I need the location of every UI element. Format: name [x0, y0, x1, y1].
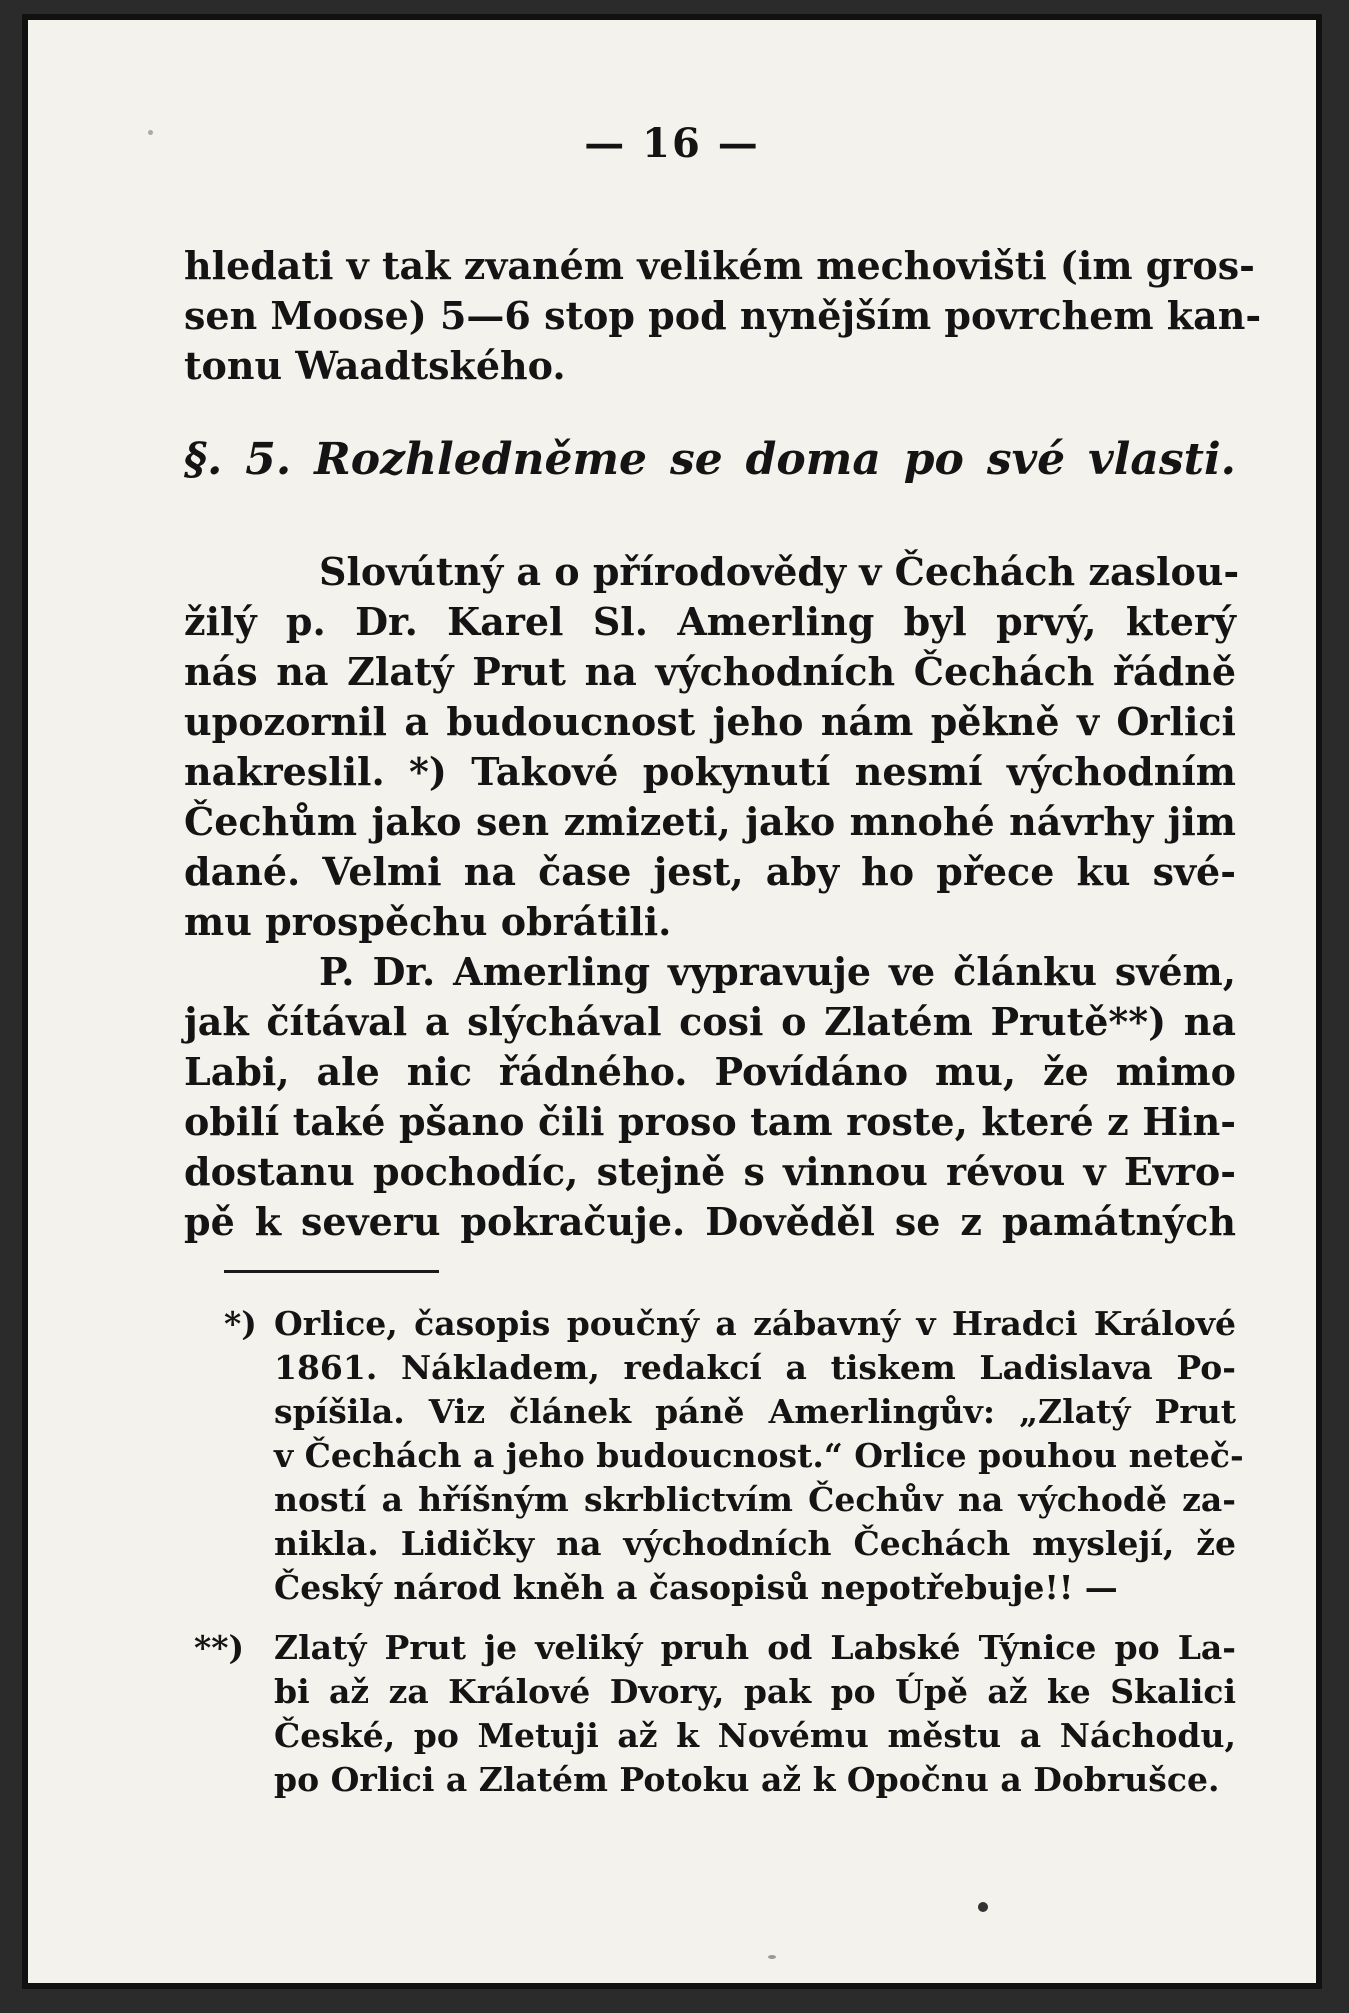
section-heading: §. 5. Rozhledněme se doma po své vlasti.	[184, 434, 1236, 485]
ink-speck	[768, 1955, 776, 1959]
footnote2-line: po Orlici a Zlatém Potoku až k Opočnu a Dobrušce.	[274, 1760, 1220, 1799]
footnote2-line: České, po Metuji až k Novému městu a Náchodu,	[274, 1716, 1236, 1755]
footnote1-line: 1861. Nákladem, redakcí a tiskem Ladislava Po-	[274, 1348, 1236, 1387]
footnote2-line: bi až za Králové Dvory, pak po Úpě až ke Skalici	[274, 1672, 1236, 1711]
intro-line: hledati v tak zvaném velikém mechovišti (im gros-	[184, 243, 1255, 288]
paragraph1-line: Čechům jako sen zmizeti, jako mnohé návrhy jim	[184, 799, 1236, 844]
footnote2-marker: **)	[194, 1628, 245, 1667]
footnote-divider	[224, 1270, 439, 1273]
footnote1-line: spíšila. Viz článek páně Amerlingův: „Zlatý Prut	[274, 1392, 1236, 1431]
page-number: — 16 —	[584, 120, 760, 167]
footnote1-line: Orlice, časopis poučný a zábavný v Hradci Králové	[274, 1304, 1236, 1343]
paragraph1-line: dané. Velmi na čase jest, aby ho přece ku své-	[184, 849, 1236, 894]
paragraph1-line: upozornil a budoucnost jeho nám pěkně v Orlici	[184, 699, 1236, 744]
paragraph2-line: obilí také pšano čili proso tam roste, které z Hin-	[184, 1099, 1236, 1144]
paragraph2-line: jak čítával a slýchával cosi o Zlatém Prutě**) na	[184, 999, 1236, 1044]
paragraph2-line: Labi, ale nic řádného. Povídáno mu, že mimo	[184, 1049, 1236, 1094]
paragraph1-line: nakreslil. *) Takové pokynutí nesmí východním	[184, 749, 1236, 794]
paragraph1-line: žilý p. Dr. Karel Sl. Amerling byl prvý, který	[184, 599, 1236, 644]
book-page	[22, 14, 1322, 1989]
footnote1-marker: *)	[224, 1304, 257, 1343]
intro-line: tonu Waadtského.	[184, 343, 566, 388]
paragraph2-line: P. Dr. Amerling vypravuje ve článku svém,	[319, 949, 1236, 994]
paragraph2-line: pě k severu pokračuje. Dověděl se z památných	[184, 1199, 1236, 1244]
footnote1-line: Český národ kněh a časopisů nepotřebuje!! —	[274, 1568, 1118, 1607]
footnote1-line: v Čechách a jeho budoucnost.“ Orlice pouhou neteč-	[274, 1436, 1244, 1475]
intro-line: sen Moose) 5—6 stop pod nynějším povrchem kan-	[184, 293, 1262, 338]
paragraph1-line: Slovútný a o přírodovědy v Čechách zaslou-	[319, 549, 1240, 594]
footnote1-line: ností a hříšným skrblictvím Čechův na východě za-	[274, 1480, 1236, 1519]
paragraph1-line: mu prospěchu obrátili.	[184, 899, 672, 944]
paragraph2-line: dostanu pochodíc, stejně s vinnou révou v Evro-	[184, 1149, 1236, 1194]
ink-speck	[978, 1902, 988, 1912]
footnote2-line: Zlatý Prut je veliký pruh od Labské Týnice po La-	[274, 1628, 1236, 1667]
paragraph1-line: nás na Zlatý Prut na východních Čechách řádně	[184, 649, 1236, 694]
ink-speck	[148, 130, 153, 135]
footnote1-line: nikla. Lidičky na východních Čechách myslejí, že	[274, 1524, 1236, 1563]
